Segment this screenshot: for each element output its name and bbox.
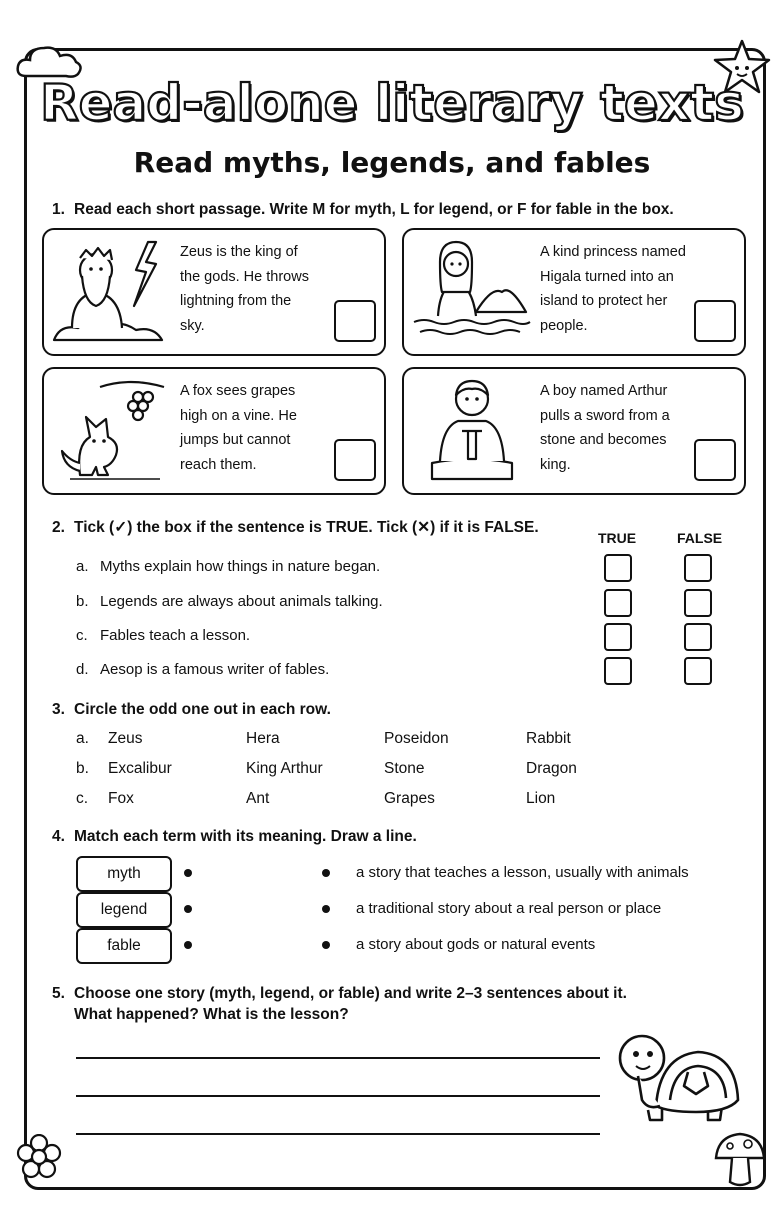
passage-text: A kind princess named Higala turned into an island to protect her people. [540, 244, 686, 334]
meaning-text: a story that teaches a lesson, usually with animals [356, 864, 689, 881]
passage-card [402, 367, 746, 495]
passage-text: A boy named Arthur pulls a sword from a stone and becomes king. [540, 383, 670, 473]
term-box[interactable]: myth [76, 856, 172, 892]
row-letter: a. [76, 730, 89, 747]
word-option[interactable]: Hera [246, 730, 280, 747]
term-dot[interactable] [184, 869, 192, 877]
answer-box[interactable] [334, 300, 376, 342]
question-3 [52, 701, 331, 719]
word-option[interactable]: King Arthur [246, 760, 323, 777]
word-option[interactable]: Dragon [526, 760, 577, 777]
passage-card [42, 367, 386, 495]
question-5 [52, 983, 627, 1025]
question-number: 5. [52, 985, 65, 1002]
word-option[interactable]: Excalibur [108, 760, 172, 777]
question-number: 2. [52, 519, 65, 536]
word-option[interactable]: Zeus [108, 730, 143, 747]
term-box[interactable]: legend [76, 892, 172, 928]
true-checkbox[interactable] [604, 657, 632, 685]
zeus-icon [50, 236, 174, 346]
term-dot[interactable] [184, 905, 192, 913]
question-prompt: Tick (✓) the box if the sentence is TRUE. Tick (✕) if it is FALSE. [74, 519, 539, 536]
statement-text: Aesop is a famous writer of fables. [100, 661, 330, 678]
false-column-header: FALSE [677, 530, 723, 546]
statement-row: d. Aesop is a famous writer of fables. [76, 661, 330, 678]
row-letter: c. [76, 790, 89, 807]
word-option[interactable]: Poseidon [384, 730, 449, 747]
question-prompt: Match each term with its meaning. Draw a line. [74, 828, 417, 845]
row-letter: b. [76, 760, 89, 777]
false-checkbox[interactable] [684, 554, 712, 582]
writing-line[interactable] [76, 1095, 600, 1097]
statement-row: a. Myths explain how things in nature began. [76, 558, 381, 575]
true-checkbox[interactable] [604, 589, 632, 617]
meaning-dot[interactable] [322, 941, 330, 949]
true-checkbox[interactable] [604, 623, 632, 651]
passage-text: A fox sees grapes high on a vine. He jumps but cannot reach them. [180, 383, 297, 473]
answer-box[interactable] [334, 439, 376, 481]
true-checkbox[interactable] [604, 554, 632, 582]
question-prompt-continued: What happened? What is the lesson? [74, 1006, 349, 1023]
flower-icon [16, 1134, 62, 1180]
meaning-dot[interactable] [322, 869, 330, 877]
page-subtitle: Read myths, legends, and fables [133, 146, 651, 179]
meaning-dot[interactable] [322, 905, 330, 913]
statement-row: b. Legends are always about animals talking. [76, 593, 383, 610]
question-number: 3. [52, 701, 65, 718]
mushroom-icon [712, 1130, 768, 1190]
question-number: 4. [52, 828, 65, 845]
statement-row: c. Fables teach a lesson. [76, 627, 251, 644]
question-number: 1. [52, 201, 65, 218]
page-title: Read-alone literary texts [40, 74, 744, 132]
term-dot[interactable] [184, 941, 192, 949]
question-prompt: Circle the odd one out in each row. [74, 701, 331, 718]
answer-box[interactable] [694, 300, 736, 342]
word-option[interactable]: Fox [108, 790, 134, 807]
arthur-sword-icon [410, 375, 534, 485]
question-4 [52, 828, 417, 846]
meaning-text: a traditional story about a real person or place [356, 900, 662, 917]
question-2 [52, 518, 539, 537]
meaning-text: a story about gods or natural events [356, 936, 596, 953]
statement-text: Fables teach a lesson. [100, 627, 251, 644]
fox-grapes-icon [50, 375, 174, 485]
turtle-icon [608, 1020, 748, 1124]
writing-line[interactable] [76, 1057, 600, 1059]
term-box[interactable]: fable [76, 928, 172, 964]
question-prompt: Read each short passage. Write M for myth, L for legend, or F for fable in the box. [74, 201, 674, 218]
writing-line[interactable] [76, 1133, 600, 1135]
false-checkbox[interactable] [684, 657, 712, 685]
answer-box[interactable] [694, 439, 736, 481]
question-1 [52, 201, 674, 219]
statement-text: Myths explain how things in nature began. [100, 558, 381, 575]
false-checkbox[interactable] [684, 589, 712, 617]
question-prompt: Choose one story (myth, legend, or fable) and write 2–3 sentences about it. [74, 985, 627, 1002]
word-option[interactable]: Stone [384, 760, 425, 777]
passage-card [402, 228, 746, 356]
word-option[interactable]: Grapes [384, 790, 435, 807]
false-checkbox[interactable] [684, 623, 712, 651]
statement-text: Legends are always about animals talking. [100, 593, 383, 610]
passage-text: Zeus is the king of the gods. He throws lightning from the sky. [180, 244, 309, 334]
passage-card [42, 228, 386, 356]
princess-icon [410, 236, 534, 346]
word-option[interactable]: Rabbit [526, 730, 571, 747]
word-option[interactable]: Lion [526, 790, 556, 807]
word-option[interactable]: Ant [246, 790, 270, 807]
true-column-header: TRUE [598, 530, 637, 546]
